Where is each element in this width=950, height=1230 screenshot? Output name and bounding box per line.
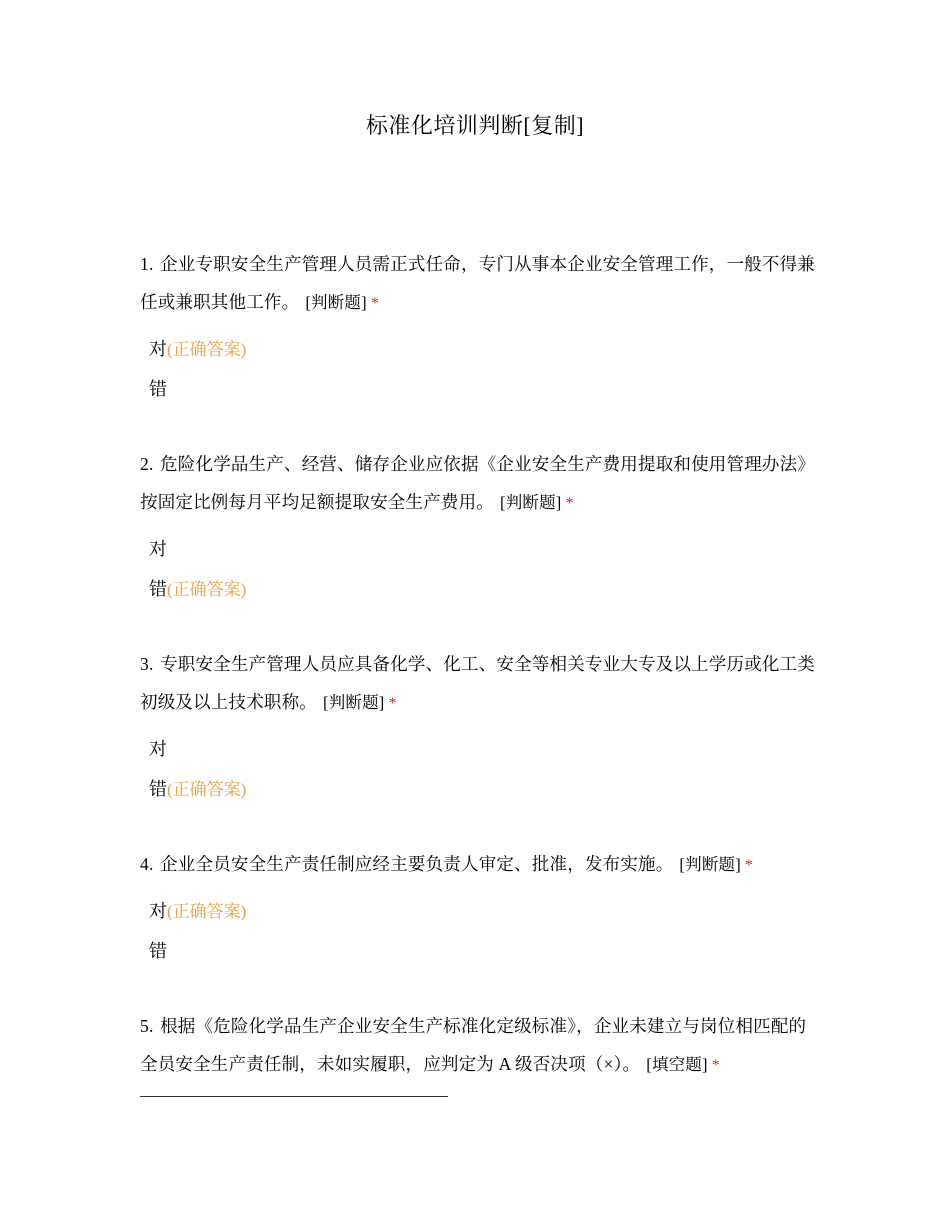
question-number: 4. (140, 854, 154, 874)
question-type: [判断题] (305, 293, 367, 312)
required-marker: * (565, 495, 574, 512)
question-type: [判断题] (679, 855, 741, 874)
required-marker: * (711, 1057, 720, 1074)
option-list (140, 529, 815, 609)
question-type: [填空题] (646, 1055, 708, 1074)
question-4 (140, 845, 815, 971)
option-true[interactable] (140, 729, 815, 769)
question-text (140, 1007, 815, 1085)
option-label: 对 (149, 339, 167, 359)
question-type: [判断题] (323, 693, 385, 712)
question-body: 危险化学品生产、经营、储存企业应依据《企业安全生产费用提取和使用管理办法》按固定比例每月平均足额提取安全生产费用。 (140, 454, 816, 512)
option-label: 错 (149, 941, 167, 961)
question-number: 3. (140, 654, 154, 674)
correct-answer-note: (正确答案) (167, 580, 247, 599)
question-text (140, 645, 815, 723)
correct-answer-note: (正确答案) (167, 780, 247, 799)
question-1 (140, 245, 815, 409)
question-3 (140, 645, 815, 809)
option-label: 错 (149, 579, 167, 599)
correct-answer-note: (正确答案) (167, 902, 247, 921)
required-marker: * (370, 295, 380, 312)
option-list (140, 891, 815, 971)
option-label: 对 (149, 539, 167, 559)
question-type: [判断题] (500, 493, 562, 512)
question-body: 专职安全生产管理人员应具备化学、化工、安全等相关专业大专及以上学历或化工类初级及以上技术职称。 (140, 654, 816, 712)
option-false[interactable] (140, 931, 815, 971)
required-marker: * (388, 695, 397, 712)
option-list (140, 329, 815, 409)
option-label: 错 (149, 779, 167, 799)
option-true[interactable] (140, 891, 815, 931)
option-true[interactable] (140, 529, 815, 569)
correct-answer-note: (正确答案) (167, 340, 247, 359)
answer-blank-line[interactable] (140, 1095, 448, 1097)
option-list (140, 729, 815, 809)
option-label: 错 (149, 379, 167, 399)
question-number: 5. (140, 1016, 154, 1036)
option-false[interactable] (140, 769, 815, 809)
question-text (140, 245, 815, 323)
question-text (140, 845, 815, 885)
option-true[interactable] (140, 329, 815, 369)
option-false[interactable] (140, 569, 815, 609)
question-number: 2. (140, 454, 154, 474)
required-marker: * (744, 857, 754, 874)
question-body: 根据《危险化学品生产企业安全生产标准化定级标准》，企业未建立与岗位相匹配的全员安全生产责任制，未如实履职，应判定为 A 级否决项（×）。 (140, 1016, 807, 1074)
option-label: 对 (149, 739, 167, 759)
question-number: 1. (140, 254, 154, 274)
option-label: 对 (149, 901, 167, 921)
question-body: 企业专职安全生产管理人员需正式任命，专门从事本企业安全管理工作，一般不得兼任或兼职其他工作。 (140, 254, 816, 312)
question-5 (140, 1007, 815, 1097)
question-text (140, 445, 815, 523)
option-false[interactable] (140, 369, 815, 409)
question-body: 企业全员安全生产责任制应经主要负责人审定、批准，发布实施。 (160, 854, 674, 874)
page-title: 标准化培训判断[复制] (365, 113, 585, 138)
question-2 (140, 445, 815, 609)
